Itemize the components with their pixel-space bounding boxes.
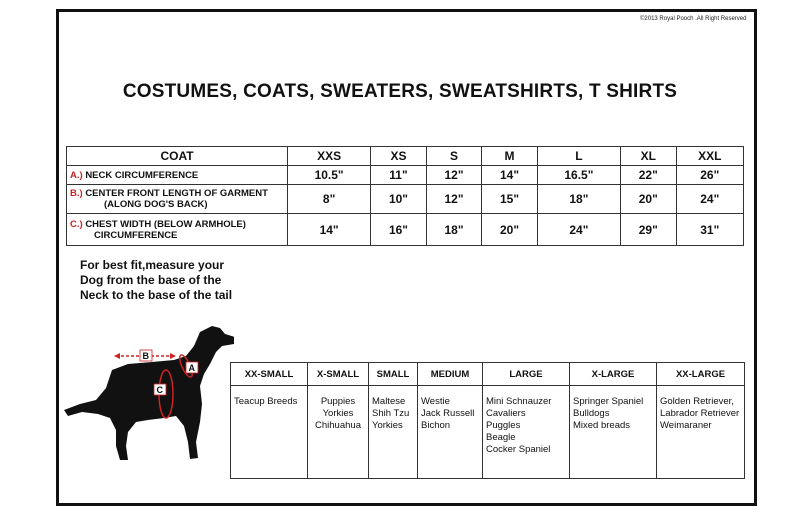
instruction-line: For best fit,measure your bbox=[80, 258, 225, 272]
size-table bbox=[66, 146, 744, 246]
arrow-right bbox=[170, 353, 176, 359]
breed-name: Maltese bbox=[372, 396, 406, 407]
size-table-header bbox=[67, 147, 744, 166]
table-cell: 8" bbox=[288, 185, 371, 214]
breed-name: Yorkies bbox=[322, 408, 354, 419]
dog-measurement-diagram bbox=[62, 318, 234, 468]
table-row bbox=[67, 185, 744, 214]
breed-name: Golden Retriever, bbox=[660, 396, 734, 407]
row-letter: C.) bbox=[70, 218, 83, 230]
label-c: C bbox=[156, 385, 163, 395]
table-cell: 16" bbox=[371, 214, 427, 246]
table-cell: 29" bbox=[620, 214, 676, 246]
header-x-small: X-SMALL bbox=[308, 363, 369, 386]
table-cell: 20" bbox=[482, 214, 538, 246]
breed-name: Yorkies bbox=[372, 420, 403, 431]
breed-name: Bichon bbox=[421, 420, 451, 431]
header-large: LARGE bbox=[483, 363, 570, 386]
row-letter: A.) bbox=[70, 169, 83, 181]
table-cell: 15" bbox=[482, 185, 538, 214]
header-xx-small: XX-SMALL bbox=[231, 363, 308, 386]
header-medium: MEDIUM bbox=[418, 363, 483, 386]
row-label-subtext: (ALONG DOG'S BACK) bbox=[104, 199, 208, 210]
page-title: COSTUMES, COATS, SWEATERS, SWEATSHIRTS, T SHIRTS bbox=[122, 81, 678, 102]
table-cell: 26" bbox=[676, 166, 744, 185]
breed-name: Jack Russell bbox=[421, 408, 475, 419]
header-xxs: XXS bbox=[288, 147, 371, 166]
breed-cell bbox=[657, 386, 745, 479]
row-label bbox=[67, 166, 288, 185]
breed-name: Teacup Breeds bbox=[234, 396, 298, 407]
breed-table-header bbox=[231, 363, 745, 386]
header-coat: COAT bbox=[67, 147, 288, 166]
breed-cell bbox=[570, 386, 657, 479]
table-cell: 22" bbox=[620, 166, 676, 185]
breed-name: Chihuahua bbox=[315, 420, 361, 431]
table-cell: 12" bbox=[426, 185, 482, 214]
breed-name: Mixed breads bbox=[573, 420, 631, 431]
table-cell: 16.5" bbox=[537, 166, 620, 185]
row-label-text: NECK CIRCUMFERENCE bbox=[85, 169, 199, 181]
breed-cell bbox=[483, 386, 570, 479]
label-b: B bbox=[142, 351, 149, 361]
table-row bbox=[67, 214, 744, 246]
breed-name: Puppies bbox=[320, 396, 356, 407]
header-xxl: XXL bbox=[676, 147, 744, 166]
table-cell: 24" bbox=[537, 214, 620, 246]
table-cell: 18" bbox=[426, 214, 482, 246]
copyright-notice: ©2013 Royal Pooch .All Right Reserved bbox=[640, 16, 747, 22]
table-cell: 12" bbox=[426, 166, 482, 185]
breed-name: Shih Tzu bbox=[372, 408, 410, 419]
breed-name: Bulldogs bbox=[573, 408, 610, 419]
breed-name: Beagle bbox=[486, 432, 516, 443]
breed-cell bbox=[418, 386, 483, 479]
row-label bbox=[67, 185, 288, 214]
header-s: S bbox=[426, 147, 482, 166]
breed-name: Mini Schnauzer bbox=[486, 396, 552, 407]
row-label-subtext: CIRCUMFERENCE bbox=[94, 229, 178, 241]
table-cell: 18" bbox=[537, 185, 620, 214]
breed-name: Puggles bbox=[486, 420, 521, 431]
table-cell: 20" bbox=[620, 185, 676, 214]
breed-row bbox=[231, 386, 745, 479]
header-m: M bbox=[482, 147, 538, 166]
table-cell: 11" bbox=[371, 166, 427, 185]
table-cell: 10" bbox=[371, 185, 427, 214]
header-xs: XS bbox=[371, 147, 427, 166]
header-xx-large: XX-LARGE bbox=[657, 363, 745, 386]
measuring-instructions bbox=[80, 258, 300, 303]
header-xl: XL bbox=[620, 147, 676, 166]
dog-silhouette bbox=[64, 326, 234, 460]
label-a: A bbox=[188, 363, 195, 373]
arrow-left bbox=[114, 353, 120, 359]
table-cell: 31" bbox=[676, 214, 744, 246]
table-cell: 14" bbox=[482, 166, 538, 185]
instruction-line: Dog from the base of the bbox=[80, 273, 222, 287]
row-label bbox=[67, 214, 288, 246]
table-cell: 24" bbox=[676, 185, 744, 214]
row-label-text: CHEST WIDTH (BELOW ARMHOLE) bbox=[85, 218, 246, 230]
instruction-line: Neck to the base of the tail bbox=[80, 288, 233, 302]
breed-name: Labrador Retriever bbox=[660, 408, 740, 419]
breed-name: Weimaraner bbox=[660, 420, 712, 431]
breed-table bbox=[230, 362, 745, 479]
breed-cell bbox=[308, 386, 369, 479]
header-l: L bbox=[537, 147, 620, 166]
breed-name: Westie bbox=[421, 396, 450, 407]
breed-name: Cocker Spaniel bbox=[486, 444, 551, 455]
breed-cell bbox=[231, 386, 308, 479]
breed-cell bbox=[369, 386, 418, 479]
breed-name: Springer Spaniel bbox=[573, 396, 644, 407]
table-cell: 10.5" bbox=[288, 166, 371, 185]
header-x-large: X-LARGE bbox=[570, 363, 657, 386]
header-small: SMALL bbox=[369, 363, 418, 386]
row-label-text: CENTER FRONT LENGTH OF GARMENT bbox=[85, 188, 268, 199]
table-cell: 14" bbox=[288, 214, 371, 246]
row-letter: B.) bbox=[70, 188, 83, 199]
table-row bbox=[67, 166, 744, 185]
breed-name: Cavaliers bbox=[486, 408, 526, 419]
